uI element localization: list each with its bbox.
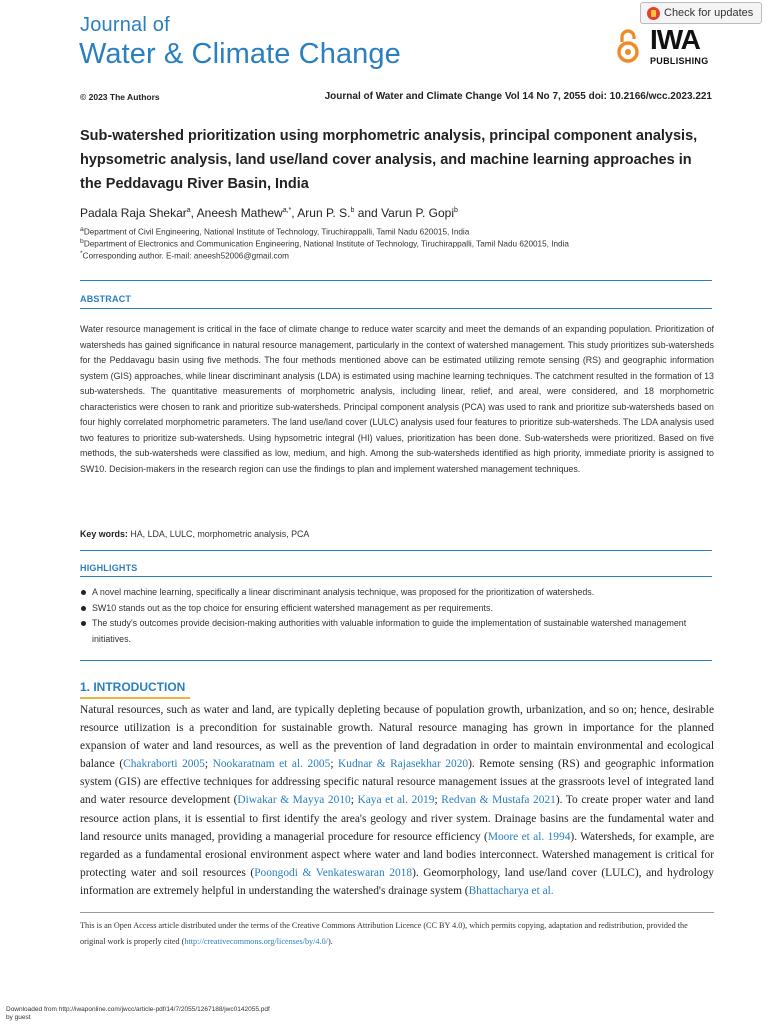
- section-divider: [80, 550, 712, 551]
- keywords-line: [80, 529, 309, 539]
- affiliation-text: Department of Electronics and Communication Engineering, National Institute of Technology, Tiruchirappalli, Tamil Nadu 620015, India: [83, 239, 569, 249]
- citation-line: Journal of Water and Climate Change Vol 14 No 7, 2055 doi: 10.2166/wcc.2023.221: [324, 91, 712, 102]
- license-link[interactable]: http://creativecommons.org/licenses/by/4.0/: [184, 937, 328, 946]
- footnote-divider: [80, 912, 714, 913]
- citation-link[interactable]: Moore et al. 1994: [487, 830, 571, 843]
- section-divider: [80, 576, 712, 577]
- crossmark-icon: [647, 7, 660, 20]
- author-name: Arun P. S.: [297, 206, 351, 220]
- section-divider: [80, 308, 712, 309]
- author-separator: ,: [190, 206, 197, 220]
- author-separator: ,: [291, 206, 298, 220]
- journal-name-line2: Water & Climate Change: [79, 38, 401, 70]
- affiliation-mark: *: [80, 250, 83, 257]
- open-access-icon: [616, 28, 640, 64]
- download-note-line: Downloaded from http://iwaponline.com/jwcc/article-pdf/14/7/2055/1267188/jwc0142055.pdf: [6, 1006, 270, 1013]
- check-for-updates-button[interactable]: [640, 2, 762, 24]
- download-note-line: by guest: [6, 1014, 31, 1021]
- highlight-item: A novel machine learning, specifically a linear discriminant analysis technique, was proposed for the prioritization of watersheds.: [80, 585, 720, 601]
- citation-link[interactable]: Poongodi & Venkateswaran 2018: [254, 866, 413, 879]
- citation-link[interactable]: Nookaratnam et al. 2005: [212, 758, 331, 771]
- affiliation-mark: a: [80, 226, 84, 233]
- iwa-logo-text: IWA: [650, 24, 700, 55]
- body-text: ). Watersheds, for example, are regarded as a fundamental erosional environment aspect where water and land bodies interconnect. Watershed management is critical for protecting water and soil resources (: [80, 830, 715, 879]
- body-text: ;: [350, 794, 358, 807]
- check-for-updates-label: Check for updates: [664, 7, 754, 19]
- footnote-text: ).: [327, 937, 333, 946]
- body-text: ). Remote sensing (RS) and geographic information system (GIS) are effective techniques for addressing specific natural resource management issues at the grassroots level of integrated land and water resource development (: [80, 758, 714, 807]
- publishing-logo-text: PUBLISHING: [650, 56, 709, 66]
- author-affil-mark: b: [454, 207, 458, 214]
- abstract-text: Water resource management is critical in the face of climate change to reduce water scarcity and meet the demands of an expanding population. Prioritization of watersheds has gained significance in natural resource management, particularly in the context of watershed management. This study prioritizes sub-watersheds for the Peddavagu basin using five methods. The four methods mentioned above can be estimated utilizing remote sensing (RS) and geographic information system (GIS) approaches, while linear discriminant analysis (LDA) is estimated using machine learning techniques. The catchment resulted in the formation of 13 sub-watersheds. The quantitative measurements of morphometric analysis, including linear, relief, and areal, were considered, and 18 morphometric characteristics were chosen to rank and prioritize sub-watersheds. Principal component analysis (PCA) was used to rank and prioritize sub-watersheds based on four highly correlated morphometric parameters. The land use/land cover (LULC) analysis used four features to prioritize sub-watersheds. The LDA analysis used two features to prioritize sub-watersheds. Using hypsometric integral (HI) values, prioritization has been done. Sub-watersheds were prioritized. Based on five methods, the sub-watersheds were classified as low, medium, and high. Among the sub-watersheds identified as high priority, immediate priority is assigned to SW10. Decision-makers in the research region can use the findings to plan and implement watershed management techniques.: [80, 324, 714, 474]
- body-text: Natural resources, such as water and land, are typically depleting because of population growth, urbanization, and so on; hence, desirable resource utilization is a precondition for sustainable growth. Natural resource managing has grown in importance for the planned expansion of water and land resources, as well as the prevention of land degradation in order to maintain environmental and ecological balance (: [80, 704, 714, 771]
- abstract-label: ABSTRACT: [80, 294, 132, 304]
- highlights-label: HIGHLIGHTS: [80, 563, 138, 573]
- keywords-label: Key words:: [80, 529, 128, 539]
- citation-link[interactable]: Kudnar & Rajasekhar 2020: [338, 758, 469, 771]
- heading-underline: [80, 697, 190, 699]
- body-text: ;: [434, 794, 442, 807]
- introduction-text: [80, 701, 714, 900]
- copyright-line: © 2023 The Authors: [80, 92, 160, 102]
- citation-link[interactable]: Bhattacharya et al.: [468, 884, 554, 897]
- affiliation-a: [80, 226, 469, 237]
- body-text: ;: [204, 758, 213, 771]
- affiliation-b: [80, 238, 569, 249]
- highlights-list: [80, 585, 720, 647]
- section-divider: [80, 280, 712, 281]
- highlight-item: The study's outcomes provide decision-making authorities with valuable information to guide the implementation of sustainable watershed management initiatives.: [80, 616, 720, 647]
- author-name: Varun P. Gopi: [381, 206, 454, 220]
- article-title: Sub-watershed prioritization using morphometric analysis, principal component analysis, hypsometric analysis, land use/land cover analysis, and machine learning approaches in the Peddavagu River Basin, India: [80, 128, 698, 192]
- citation-link[interactable]: Diwakar & Mayya 2010: [237, 794, 351, 807]
- affiliation-mark: b: [80, 238, 84, 245]
- citation-link[interactable]: Kaya et al. 2019: [357, 794, 435, 807]
- citation-link[interactable]: Redvan & Mustafa 2021: [441, 794, 556, 807]
- author-name: Padala Raja Shekar: [80, 206, 187, 220]
- author-affil-mark: a: [186, 207, 191, 214]
- author-affil-mark: b: [350, 207, 355, 214]
- author-name: Aneesh Mathew: [196, 206, 283, 220]
- section-divider: [80, 660, 712, 661]
- body-text: ;: [330, 758, 339, 771]
- download-note: [6, 1006, 270, 1022]
- citation-link[interactable]: Chakraborti 2005: [123, 758, 205, 771]
- author-list: [80, 206, 458, 220]
- body-text: ). Geomorphology, land use/land cover (LULC), and hydrology information are extremely helpful in understanding the watershed's drainage system (: [80, 866, 715, 897]
- license-footnote: [80, 918, 714, 950]
- introduction-heading: 1. INTRODUCTION: [80, 680, 186, 694]
- author-affil-mark: a,*: [282, 207, 292, 214]
- author-separator: and: [354, 206, 382, 220]
- affiliation-text: Department of Civil Engineering, National Institute of Technology, Tiruchirappalli, Tamil Nadu 620015, India: [83, 227, 470, 237]
- corresponding-author: [80, 250, 289, 261]
- highlight-item: SW10 stands out as the top choice for ensuring efficient watershed management as per requirements.: [80, 601, 720, 617]
- affiliation-text: Corresponding author. E-mail: aneesh52006@gmail.com: [82, 251, 289, 261]
- footnote-text: This is an Open Access article distributed under the terms of the Creative Commons Attribution Licence (CC BY 4.0), which permits copying, adaptation and redistribution, provided the original work is properly cited (: [80, 921, 688, 946]
- journal-name-line1: Journal of: [80, 14, 170, 36]
- keywords-text: HA, LDA, LULC, morphometric analysis, PCA: [130, 529, 310, 539]
- body-text: ). To create proper water and land resource action plans, it is essential to first identify the area's geology and river system. Drainage basins are the fundamental water and land resource units managed, providing a managerial procedure for resource efficiency (: [80, 794, 715, 843]
- iwa-publishing-logo: [650, 26, 712, 68]
